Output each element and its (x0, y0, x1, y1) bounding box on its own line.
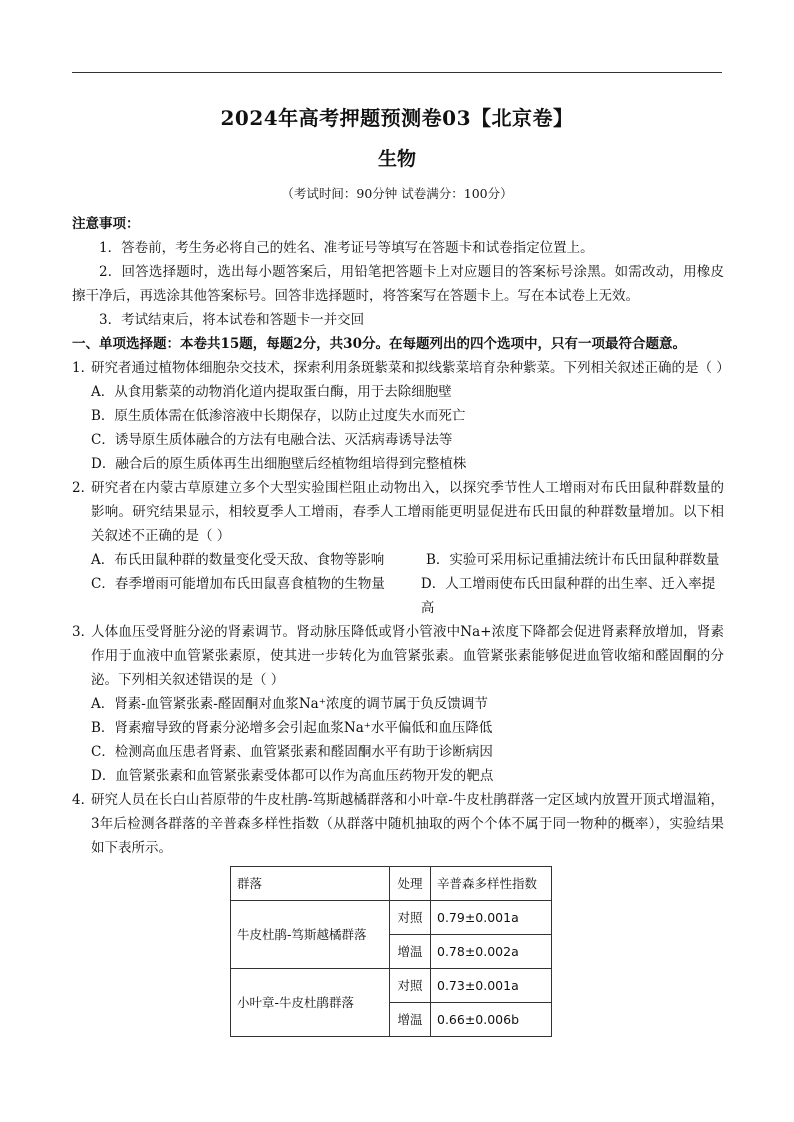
index-cell: 0.73±0.001a (431, 969, 552, 1003)
table-row (231, 969, 552, 1003)
question-number: 2． (72, 480, 95, 496)
treatment-cell: 增温 (390, 1003, 431, 1037)
option-d: D．血管紧张素和血管紧张素受体都可以作为高血压药物开发的靶点 (91, 768, 494, 784)
treatment-cell: 对照 (390, 901, 431, 935)
option-d: D．融合后的原生质体再生出细胞壁后经植物组培得到完整植株 (91, 456, 467, 472)
question-4 (72, 788, 724, 1037)
question-2 (72, 476, 724, 620)
option-c: C．诱导原生质体融合的方法有电融合法、灭活病毒诱导法等 (91, 432, 453, 448)
option-c: C．检测高血压患者肾素、血管紧张素和醛固酮水平有助于诊断病因 (91, 744, 493, 760)
option-d: D．人工增雨使布氏田鼠种群的出生率、迁入率提高 (420, 576, 716, 616)
question-stem: 研究者通过植物体细胞杂交技术，探索利用条斑紫菜和拟线紫菜培育杂种紫菜。下列相关叙述正确的是（ ） (91, 360, 730, 376)
option-c: C．春季增雨可能增加布氏田鼠喜食植物的生物量 (91, 576, 385, 592)
question-number: 4． (72, 792, 95, 808)
table-header: 处理 (390, 867, 431, 901)
option-a: A．肾素-血管紧张素-醛固酮对血浆Na⁺浓度的调节属于负反馈调节 (91, 696, 488, 712)
question-stem: 研究人员在长白山苔原带的牛皮杜鹃-笃斯越橘群落和小叶章-牛皮杜鹃群落一定区域内放置开顶式增温箱，3年后检测各群落的辛普森多样性指数（从群落中随机抽取的两个个体不属于同一物种的概率），实验结果如下表所示。 (91, 792, 724, 856)
question-stem: 人体血压受肾脏分泌的肾素调节。肾动脉压降低或肾小管液中Na+浓度下降都会促进肾素释放增加，肾素作用于血液中血管紧张素原，使其进一步转化为血管紧张素。血管紧张素能够促进血管收缩和醛固酮的分泌。下列相关叙述错误的是（ ） (91, 624, 724, 688)
community-cell: 小叶章-牛皮杜鹃群落 (231, 969, 390, 1037)
table-header-row (231, 867, 552, 901)
community-cell: 牛皮杜鹃-笃斯越橘群落 (231, 901, 390, 969)
header-rule (72, 72, 722, 73)
notice-item: 2．回答选择题时，选出每小题答案后，用铅笔把答题卡上对应题目的答案标号涂黑。如需改动，用橡皮擦干净后，再选涂其他答案标号。回答非选择题时，将答案写在答题卡上。写在本试卷上无效。 (72, 264, 724, 304)
question-number: 1． (72, 360, 95, 376)
question-stem: 研究者在内蒙古草原建立多个大型实验围栏阻止动物出入，以探究季节性人工增雨对布氏田鼠种群数量的影响。研究结果显示，相较夏季人工增雨，春季人工增雨能更明显促进布氏田鼠的种群数量增加。以下相关叙述不正确的是（ ） (91, 480, 724, 544)
option-a: A．从食用紫菜的动物消化道内提取蛋白酶，用于去除细胞壁 (91, 384, 452, 400)
notice-heading: 注意事项： (72, 216, 140, 232)
table-header: 辛普森多样性指数 (431, 867, 552, 901)
exam-content (72, 212, 730, 1037)
table-row (231, 901, 552, 935)
option-b: B．实验可采用标记重捕法统计布氏田鼠种群数量 (426, 552, 720, 568)
exam-title: 2024年高考押题预测卷03【北京卷】 (220, 106, 574, 130)
option-b: B．肾素瘤导致的肾素分泌增多会引起血浆Na⁺水平偏低和血压降低 (91, 720, 493, 736)
option-b: B．原生质体需在低渗溶液中长期保存，以防止过度失水而死亡 (91, 408, 466, 424)
treatment-cell: 增温 (390, 935, 431, 969)
treatment-cell: 对照 (390, 969, 431, 1003)
notice-item: 3．考试结束后，将本试卷和答题卡一并交回 (99, 312, 365, 328)
section-heading: 一、单项选择题：本卷共15题，每题2分，共30分。在每题列出的四个选项中，只有一项最符合题意。 (72, 336, 686, 352)
option-a: A．布氏田鼠种群的数量变化受天敌、食物等影响 (91, 552, 385, 568)
subject-title: 生物 (377, 148, 416, 170)
question-1 (72, 356, 730, 476)
index-cell: 0.66±0.006b (431, 1003, 552, 1037)
notice-item: 1．答卷前，考生务必将自己的姓名、准考证号等填写在答题卡和试卷指定位置上。 (99, 240, 594, 256)
question-3 (72, 620, 724, 788)
question-number: 3． (72, 624, 95, 640)
diversity-table (230, 866, 552, 1037)
index-cell: 0.79±0.001a (431, 901, 552, 935)
index-cell: 0.78±0.002a (431, 935, 552, 969)
exam-time-info: （考试时间：90分钟 试卷满分：100分） (281, 186, 513, 201)
table-header: 群落 (231, 867, 390, 901)
